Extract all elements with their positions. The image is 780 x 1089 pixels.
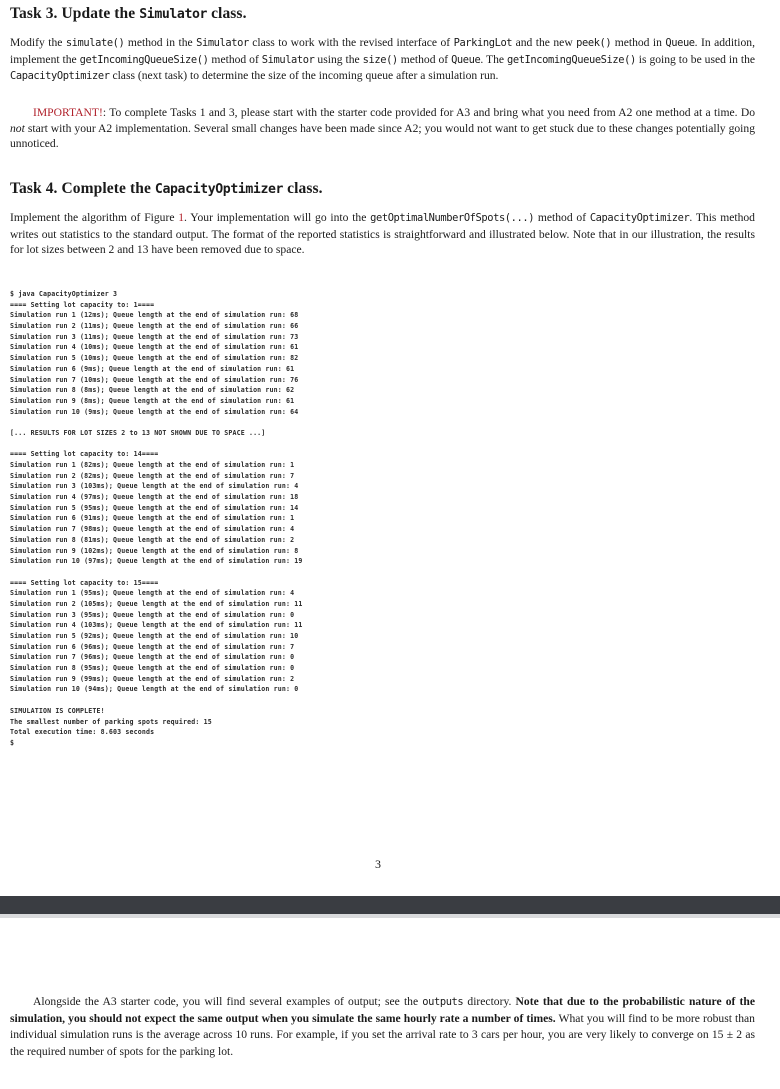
console-line: Simulation run 2 (82ms); Queue length at the end of simulation run: 7 [10,471,295,480]
figure-reference-link[interactable]: 1 [178,211,185,224]
task3-paragraph: Modify the simulate() method in the Simulator class to work with the revised interface of ParkingLot and the new peek() method in Queue. In addition, implement the getIncomingQueueSize() method of Simulator using the size() method of Queue. The getIncomingQueueSize() is going to be used in the CapacityOptimizer class (next task) to determine the size of the incoming queue after a simulation run. [10,36,756,83]
page-separator [0,896,780,914]
console-line: Simulation run 10 (9ms); Queue length at the end of simulation run: 64 [10,407,299,416]
console-line: Simulation run 8 (81ms); Queue length at the end of simulation run: 2 [10,535,295,544]
console-line: Simulation run 4 (97ms); Queue length at the end of simulation run: 18 [10,493,299,502]
console-line: Simulation run 9 (8ms); Queue length at the end of simulation run: 61 [10,396,295,405]
outputs-paragraph: Alongside the A3 starter code, you will find several examples of output; see the outputs directory. Note that due to the probabilistic nature of the simulation, you should not expect the same output when you simulate the same hourly rate a number of times. What you will find to be more robust than individual simulation runs is the average across 10 runs. For example, if you set the arrival rate to 3 cars per hour, you are very likely to converge on 15 ± 2 as the required number of spots for the parking lot. [10,995,755,1058]
console-output [10,289,570,749]
console-line: ==== Setting lot capacity to: 1==== [10,300,155,309]
console-line: Simulation run 1 (12ms); Queue length at the end of simulation run: 68 [10,311,299,320]
console-line: Simulation run 2 (11ms); Queue length at the end of simulation run: 66 [10,322,299,331]
console-line: Total execution time: 8.603 seconds [10,728,155,737]
console-line: Simulation run 6 (96ms); Queue length at the end of simulation run: 7 [10,642,295,651]
console-line: Simulation run 5 (95ms); Queue length at the end of simulation run: 14 [10,503,299,512]
console-line: Simulation run 3 (95ms); Queue length at the end of simulation run: 0 [10,610,295,619]
console-line: Simulation run 6 (9ms); Queue length at the end of simulation run: 61 [10,364,295,373]
console-line: Simulation run 2 (105ms); Queue length at the end of simulation run: 11 [10,599,303,608]
console-line: The smallest number of parking spots required: 15 [10,717,212,726]
console-line: $ [10,738,15,747]
console-line: SIMULATION IS COMPLETE! [10,706,105,715]
console-line: Simulation run 9 (102ms); Queue length at the end of simulation run: 8 [10,546,299,555]
task3-heading: Task 3. Update the Simulator class. [10,5,247,22]
console-line: Simulation run 8 (95ms); Queue length at the end of simulation run: 0 [10,664,295,673]
console-line: ==== Setting lot capacity to: 15==== [10,578,159,587]
console-line: Simulation run 3 (11ms); Queue length at the end of simulation run: 73 [10,332,299,341]
task4-paragraph: Implement the algorithm of Figure 1. Your implementation will go into the getOptimalNumberOfSpots(...) method of CapacityOptimizer. This method writes out statistics to the standard output. The format of the reported statistics is straightforward and illustrated below. Note that in our illustration, the results for lot sizes between 2 and 13 have been removed due to space. [10,211,755,257]
console-line: Simulation run 5 (92ms); Queue length at the end of simulation run: 10 [10,632,299,640]
omitted-results-note: [... RESULTS FOR LOT SIZES 2 to 13 NOT SHOWN DUE TO SPACE ...] [10,428,266,437]
console-line: $ java CapacityOptimizer 3 [10,290,118,298]
console-line: Simulation run 7 (98ms); Queue length at the end of simulation run: 4 [10,525,295,534]
console-line: Simulation run 4 (10ms); Queue length at the end of simulation run: 61 [10,343,299,352]
console-line: Simulation run 10 (97ms); Queue length at the end of simulation run: 19 [10,557,303,566]
console-line: Simulation run 6 (91ms); Queue length at the end of simulation run: 1 [10,514,295,523]
console-line: Simulation run 5 (10ms); Queue length at the end of simulation run: 82 [10,354,299,363]
page-number: 3 [375,857,381,871]
console-line: Simulation run 7 (96ms); Queue length at the end of simulation run: 0 [10,653,295,662]
console-line: Simulation run 10 (94ms); Queue length at the end of simulation run: 0 [10,685,299,694]
important-label: IMPORTANT! [33,106,103,119]
console-line: Simulation run 1 (95ms); Queue length at the end of simulation run: 4 [10,589,295,598]
console-line: Simulation run 4 (103ms); Queue length at the end of simulation run: 11 [10,621,303,630]
console-line: Simulation run 3 (103ms); Queue length at the end of simulation run: 4 [10,482,299,491]
console-line: Simulation run 7 (10ms); Queue length at the end of simulation run: 76 [10,375,299,384]
console-line: ==== Setting lot capacity to: 14==== [10,450,159,459]
document-page-lower [0,918,780,1089]
console-line: Simulation run 8 (8ms); Queue length at the end of simulation run: 62 [10,386,295,395]
task4-heading: Task 4. Complete the CapacityOptimizer class. [10,180,323,197]
console-line: Simulation run 9 (99ms); Queue length at the end of simulation run: 2 [10,674,295,683]
important-note: IMPORTANT!: To complete Tasks 1 and 3, please start with the starter code provided for A3 and bring what you need from A2 one method at a time. Do not start with your A2 implementation. Several small changes have been made since A2; you would not want to get stuck due to these changes potentially going unnoticed. [10,106,755,151]
console-line: Simulation run 1 (82ms); Queue length at the end of simulation run: 1 [10,461,295,469]
